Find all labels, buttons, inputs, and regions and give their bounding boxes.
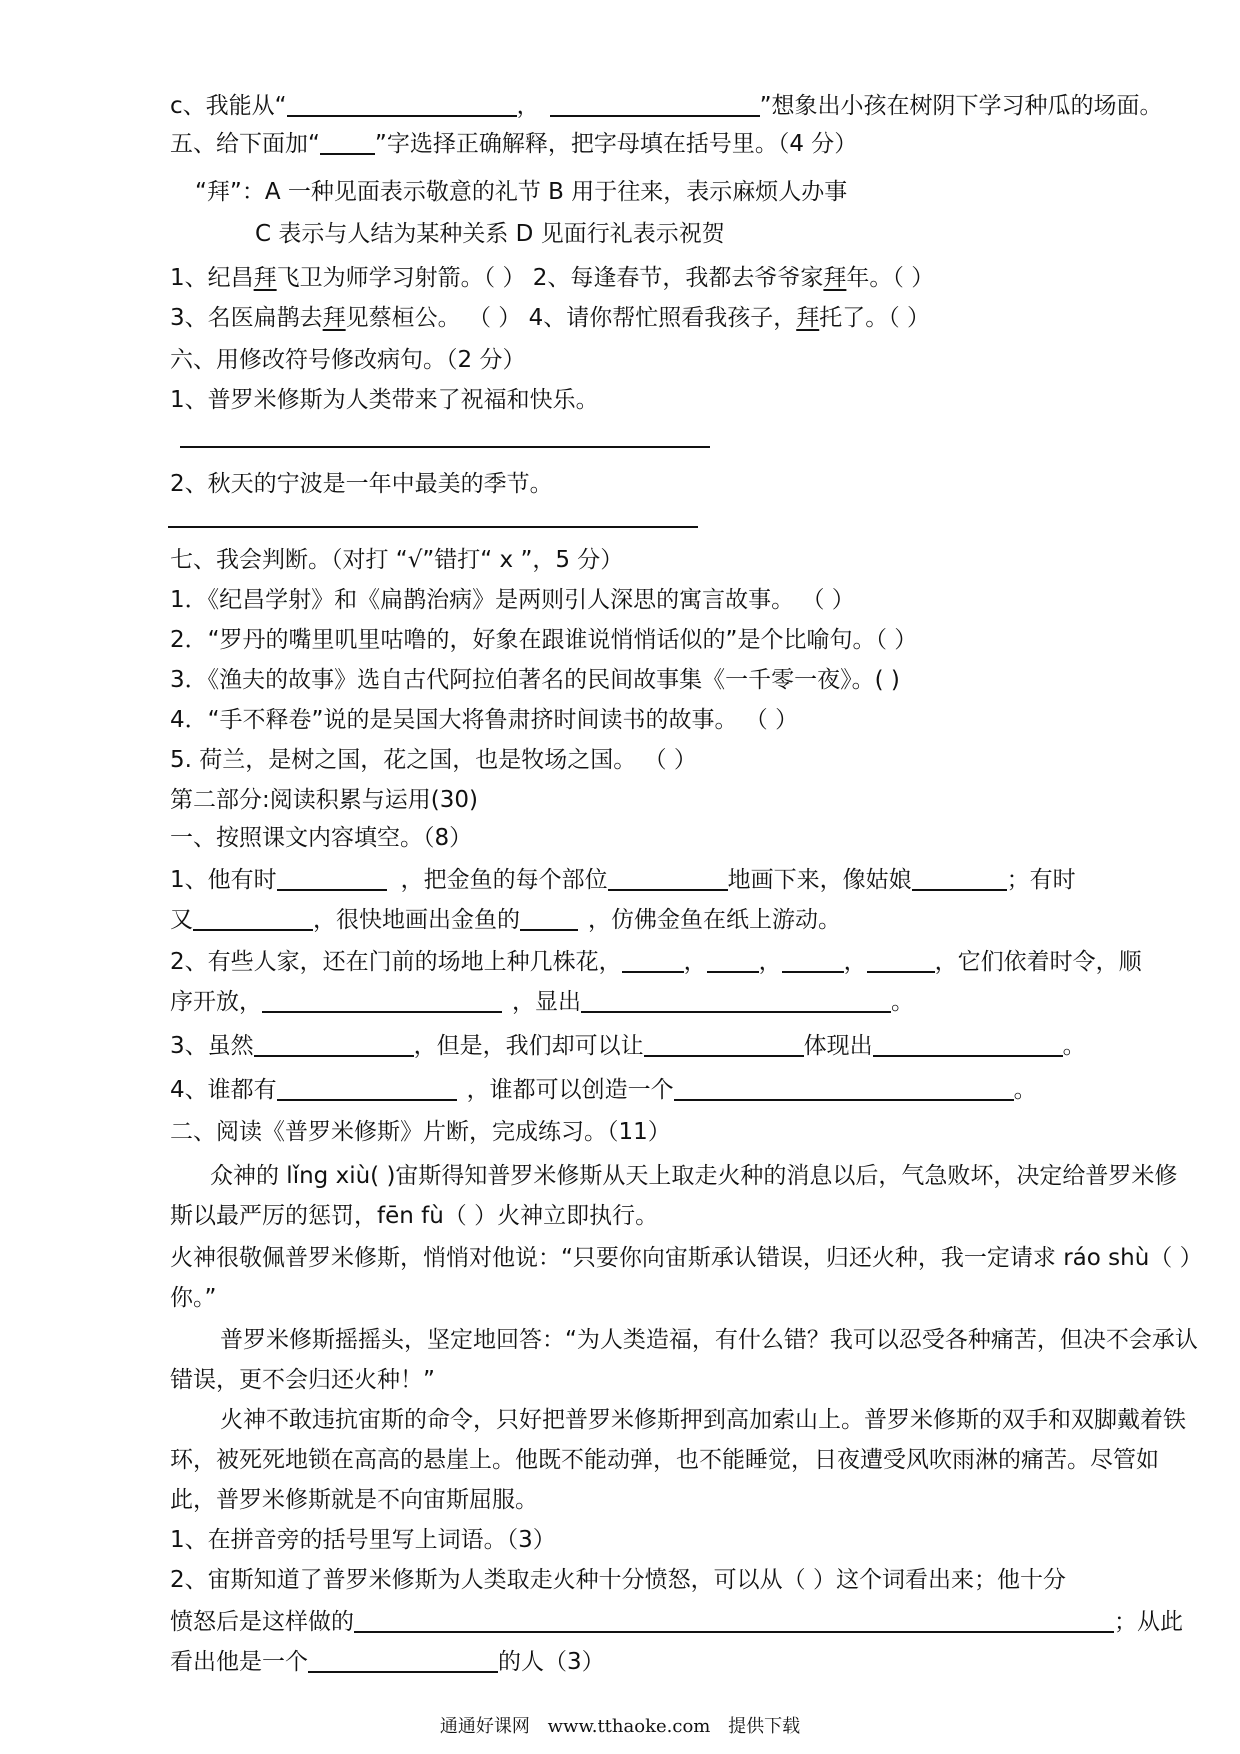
- answer-blank[interactable]: [912, 865, 1007, 891]
- answer-blank[interactable]: [873, 1031, 1063, 1057]
- answer-blank[interactable]: [520, 905, 578, 931]
- passage-paragraph-3: 普罗米修斯摇摇头，坚定地回答：“为人类造福，有什么错？我可以忍受各种痛苦，但决不会承认错误，更不会归还火种！”: [170, 1327, 1198, 1393]
- text: 3、名医扁鹊去: [170, 305, 323, 331]
- answer-blank[interactable]: [193, 905, 313, 931]
- text: 看出他是一个: [170, 1649, 308, 1675]
- text: 年。（ ）: [846, 265, 935, 291]
- text: ，: [683, 949, 707, 975]
- text: 见蔡桓公。 （ ） 4、请你帮忙照看我孩子，: [345, 305, 797, 331]
- underlined-char: 拜: [823, 265, 847, 291]
- answer-blank: [320, 129, 375, 155]
- footer-note: 提供下载: [728, 1716, 801, 1737]
- question-2-line3: [170, 1646, 1200, 1678]
- text: ，显出: [512, 989, 581, 1015]
- text: 。: [891, 989, 914, 1015]
- text: 的人（3）: [498, 1649, 605, 1675]
- underlined-char: 拜: [796, 305, 820, 331]
- section7-title: 七、我会判断。（对打 “√”错打“ x ”，5 分）: [170, 547, 624, 573]
- text: 3、虽然: [170, 1033, 254, 1059]
- text: ；从此: [1114, 1609, 1183, 1635]
- text: ，: [758, 949, 782, 975]
- section5-q12: [170, 262, 1200, 294]
- question-c3: [170, 90, 1200, 122]
- answer-blank[interactable]: [254, 1031, 414, 1057]
- section6-title: 六、用修改符号修改病句。（2 分）: [170, 347, 526, 373]
- section7-q1: 1．《纪昌学射》和《扁鹊治病》是两则引人深思的寓言故事。 （ ）: [170, 587, 855, 613]
- text: ，谁都可以创造一个: [466, 1077, 674, 1103]
- text: 1、纪昌: [170, 265, 254, 291]
- answer-blank[interactable]: [550, 91, 760, 117]
- text: c、我能从“: [170, 93, 287, 119]
- p2-q2-line2: [170, 986, 1200, 1018]
- text: 。: [1013, 1077, 1037, 1103]
- page-footer: [0, 1712, 1240, 1738]
- answer-blank[interactable]: [707, 947, 759, 973]
- p2-q3: [170, 1030, 1200, 1062]
- question-1: 1、在拼音旁的括号里写上词语。（3）: [170, 1527, 556, 1553]
- part2-title: 第二部分:阅读积累与运用(30): [170, 787, 478, 813]
- section7-q4: 4．“手不释卷”说的是吴国大将鲁肃挤时间读书的故事。 （ ）: [170, 707, 799, 733]
- answer-blank[interactable]: [622, 947, 684, 973]
- text: ”字选择正确解释，把字母填在括号里。（4 分）: [374, 131, 858, 157]
- section7-q3: 3．《渔夫的故事》选自古代阿拉伯著名的民间故事集《一千零一夜》。( ): [170, 667, 900, 693]
- footer-url[interactable]: www.tthaoke.com: [547, 1716, 711, 1737]
- text: 4、谁都有: [170, 1077, 277, 1103]
- text: 地画下来，像姑娘: [727, 867, 912, 893]
- text: 托了。（ ）: [819, 305, 931, 331]
- text: 体现出: [803, 1033, 873, 1059]
- answer-blank[interactable]: [581, 987, 891, 1013]
- section6-q2: 2、秋天的宁波是一年中最美的季节。: [170, 471, 553, 497]
- answer-blank[interactable]: [782, 947, 844, 973]
- answer-blank[interactable]: [262, 987, 502, 1013]
- part2-section1-title: 一、按照课文内容填空。（8）: [170, 825, 473, 851]
- answer-blank[interactable]: [608, 865, 728, 891]
- text: ，: [843, 949, 867, 975]
- answer-blank[interactable]: [308, 1647, 498, 1673]
- p2-q4: [170, 1074, 1200, 1106]
- section5-options-2: C 表示与人结为某种关系 D 见面行礼表示祝贺: [255, 221, 725, 247]
- passage-paragraph-4: 火神不敢违抗宙斯的命令，只好把普罗米修斯押到高加索山上。普罗米修斯的双手和双脚戴着铁环，被死死地锁在高高的悬崖上。他既不能动弹，也不能睡觉，日夜遭受风吹雨淋的痛苦。尽管如此，普罗米修斯就是不向宙斯屈服。: [170, 1407, 1186, 1513]
- passage-paragraph-2: 火神很敬佩普罗米修斯，悄悄对他说：“只要你向宙斯承认错误，归还火种，我一定请求 ráo shù（ ）你。”: [170, 1245, 1192, 1311]
- answer-blank[interactable]: [867, 947, 935, 973]
- underlined-char: 拜: [322, 305, 346, 331]
- question-2-line2: [170, 1606, 1200, 1638]
- p2-q2-line1: [170, 946, 1200, 978]
- passage-paragraph-1: 众神的 lǐng xiù( )宙斯得知普罗米修斯从天上取走火种的消息以后，气急败坏，决定给普罗米修斯以最严厉的惩罚，fēn fù（ ）火神立即执行。: [170, 1163, 1178, 1229]
- section5-options-1: “拜”：A 一种见面表示敬意的礼节 B 用于往来，表示麻烦人办事: [195, 179, 848, 205]
- section5-q34: [170, 302, 1200, 334]
- text: 1、他有时: [170, 867, 277, 893]
- answer-blank[interactable]: [354, 1607, 1114, 1633]
- p2-q1-line1: [170, 864, 1200, 896]
- text: 愤怒后是这样做的: [170, 1609, 354, 1635]
- section7-q2: 2．“罗丹的嘴里叽里咕噜的，好象在跟谁说悄悄话似的”是个比喻句。（ ）: [170, 627, 918, 653]
- answer-blank[interactable]: [674, 1075, 1014, 1101]
- section5-title: [170, 128, 1200, 160]
- answer-line[interactable]: [180, 446, 710, 448]
- text: 2、有些人家，还在门前的场地上种几株花，: [170, 949, 622, 975]
- text: 飞卫为师学习射箭。（ ） 2、每逢春节，我都去爷爷家: [276, 265, 824, 291]
- section7-q5: 5. 荷兰，是树之国，花之国，也是牧场之国。 （ ）: [170, 747, 697, 773]
- section6-q1: 1、普罗米修斯为人类带来了祝福和快乐。: [170, 387, 599, 413]
- question-2-line1: 2、宙斯知道了普罗米修斯为人类取走火种十分愤怒，可以从（ ）这个词看出来；他十分: [170, 1567, 1066, 1593]
- text: ，把金鱼的每个部位: [400, 867, 608, 893]
- text: ，但是，我们却可以让: [413, 1033, 644, 1059]
- footer-site-name: 通通好课网: [439, 1716, 530, 1737]
- answer-blank[interactable]: [277, 865, 387, 891]
- text: ，仿佛金鱼在纸上游动。: [588, 907, 841, 933]
- text: 五、给下面加“: [170, 131, 320, 157]
- answer-blank[interactable]: [287, 91, 517, 117]
- answer-line[interactable]: [168, 526, 698, 528]
- answer-blank[interactable]: [644, 1031, 804, 1057]
- text: ，它们依着时令，顺: [934, 949, 1142, 975]
- text: 。: [1062, 1033, 1086, 1059]
- part2-section2-title: 二、阅读《普罗米修斯》片断，完成练习。（11）: [170, 1119, 671, 1145]
- underlined-char: 拜: [253, 265, 277, 291]
- answer-blank[interactable]: [277, 1075, 457, 1101]
- text: ，很快地画出金鱼的: [313, 907, 520, 933]
- text: ，: [516, 93, 540, 119]
- text: ；有时: [1006, 867, 1076, 893]
- p2-q1-line2: [170, 904, 1200, 936]
- text: 序开放，: [170, 989, 262, 1015]
- text: 又: [170, 907, 193, 933]
- text: ”想象出小孩在树阴下学习种瓜的场面。: [759, 93, 1163, 119]
